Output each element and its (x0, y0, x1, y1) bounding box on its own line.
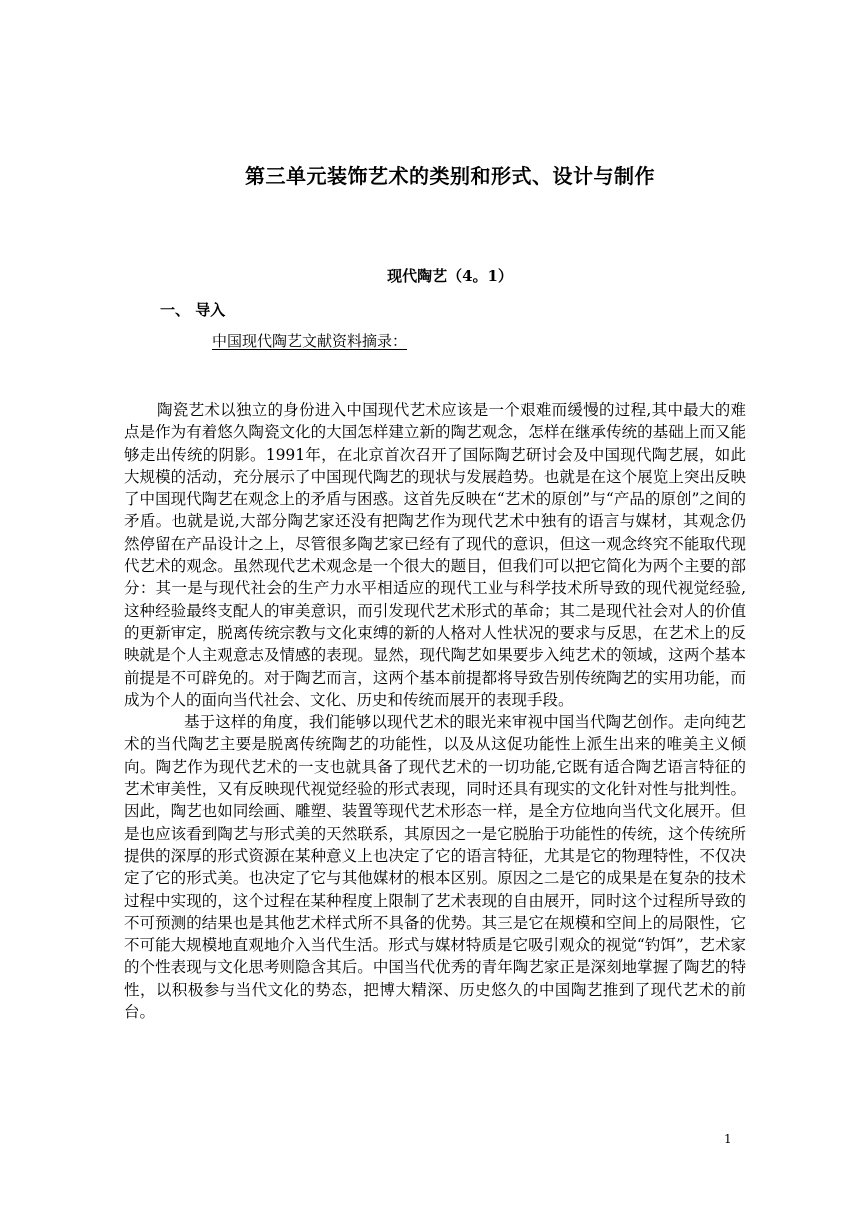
section-heading: 一、 导入 (160, 301, 226, 319)
excerpt-label: 中国现代陶艺文献资料摘录： (212, 332, 408, 350)
paragraph-1: 陶瓷艺术以独立的身份进入中国现代艺术应该是一个艰难而缓慢的过程,其中最大的难点是作为有着悠久陶瓷文化的大国怎样建立新的陶艺观念，怎样在继承传统的基础上而又能够走出传统的阴影。1991年，在北京首次召开了国际陶艺研讨会及中国现代陶艺展，如此大规模的活动，充分展示了中国现代陶艺的现状与发展趋势。也就是在这个展览上突出反映了中国现代陶艺在观念上的矛盾与困惑。这首先反映在“艺术的原创”与“产品的原创”之间的矛盾。也就是说,大部分陶艺家还没有把陶艺作为现代艺术中独有的语言与媒材，其观念仍然停留在产品设计之上，尽管很多陶艺家已经有了现代的意识，但这一观念终究不能取代现代艺术的观念。虽然现代艺术观念是一个很大的题目，但我们可以把它简化为两个主要的部分：其一是与现代社会的生产力水平相适应的现代工业与科学技术所导致的现代视觉经验,这种经验最终支配人的审美意识，而引发现代艺术形式的革命；其二是现代社会对人的价值的更新审定，脱离传统宗教与文化束缚的新的人格对人性状况的要求与反思，在艺术上的反映就是个人主观意志及情感的表现。显然，现代陶艺如果要步入纯艺术的领域，这两个基本前提是不可辟免的。对于陶艺而言，这两个基本前提都将导致告别传统陶艺的实用功能，而成为个人的面向当代社会、文化、历史和传统而展开的表现手段。 (124, 401, 746, 709)
section-subtitle: 现代陶艺（4。1） (387, 267, 513, 285)
page-number: 1 (724, 1132, 732, 1146)
paragraph-2: 基于这样的角度，我们能够以现代艺术的眼光来审视中国当代陶艺创作。走向纯艺术的当代陶艺主要是脱离传统陶艺的功能性，以及从这促功能性上派生出来的唯美主义倾向。陶艺作为现代艺术的一支也就具备了现代艺术的一切功能,它既有适合陶艺语言特征的艺术审美性，又有反映现代视觉经验的形式表现，同时还具有现实的文化针对性与批判性。因此，陶艺也如同绘画、雕塑、装置等现代艺术形态一样，是全方位地向当代文化展开。但是也应该看到陶艺与形式美的天然联系，其原因之一是它脱胎于功能性的传统，这个传统所提供的深厚的形式资源在某种意义上也决定了它的语言特征，尤其是它的物理特性，不仅决定了它的形式美。也决定了它与其他媒材的根本区别。原因之二是它的成果是在复杂的技术过程中实现的，这个过程在某种程度上限制了艺术表现的自由展开，同时这个过程所导致的不可预测的结果也是其他艺术样式所不具备的优势。其三是它在规模和空间上的局限性，它不可能大规模地直观地介入当代生活。形式与媒材特质是它吸引观众的视觉“钓饵”，艺术家的个性表现与文化思考则隐含其后。中国当代优秀的青年陶艺家正是深刻地掌握了陶艺的特性，以积极参与当代文化的势态，把博大精深、历史悠久的中国陶艺推到了现代艺术的前台。 (124, 713, 746, 1022)
body-text (124, 399, 746, 1023)
document-title: 第三单元装饰艺术的类别和形式、设计与制作 (245, 164, 655, 188)
